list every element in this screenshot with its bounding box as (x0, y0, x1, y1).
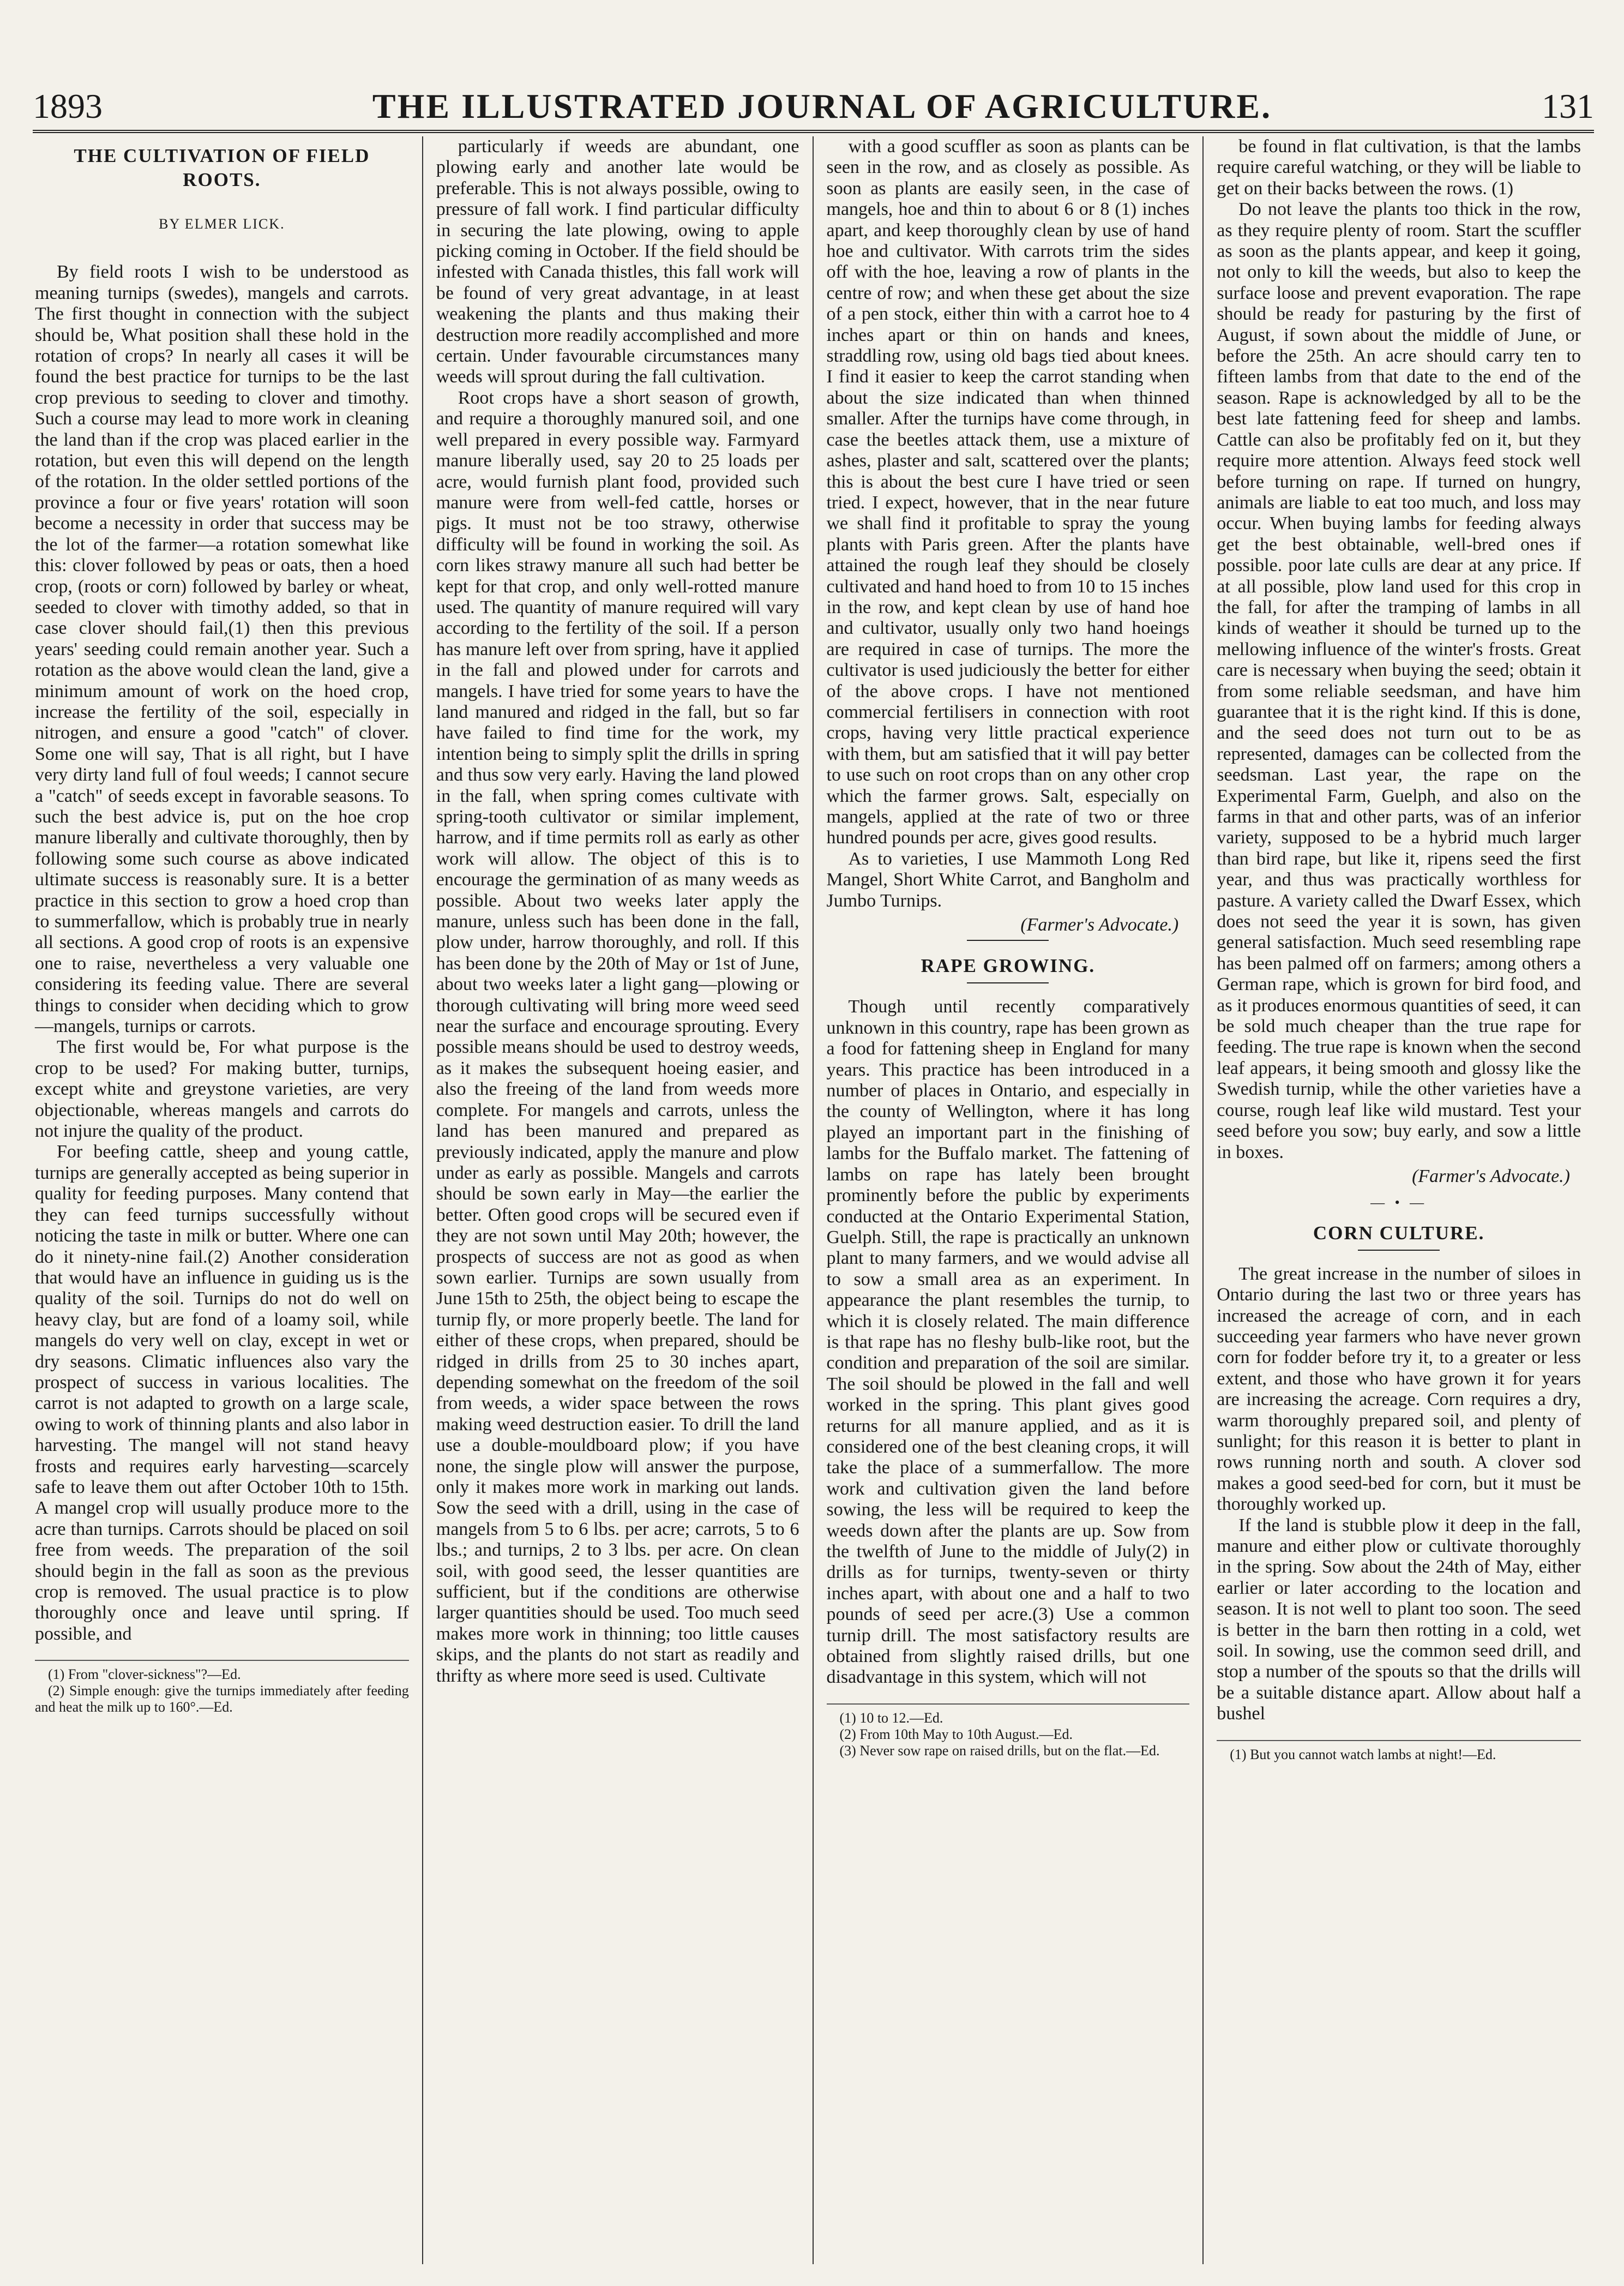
article-source: (Farmer's Advocate.) (1020, 915, 1179, 935)
article-source: (Farmer's Advocate.) (1412, 1166, 1570, 1186)
paragraph: Root crops have a short season of growth, and require a thoroughly manured soil, and one well prepared in every possible way. Farmyard manure liberally used, say 20 to 25 loads per acre, would furnish plant food, provided such manure were from well-fed cattle, horses or pigs. It must not be too strawy, otherwise difficulty will be found in working the soil. As corn likes strawy manure all such had better be kept for that crop, and only well-rotted manure used. The quantity of manure required will vary according to the fertility of the soil. If a person has manure left over from spring, have it applied in the fall and plowed under for carrots and mangels. I have tried for some years to have the land manured and ridged in the fall, but so far have failed to find time for the work, my intention being to simply split the drills in spring and thus sow very early. Having the land plowed in the fall, when spring comes cultivate with spring-tooth cultivator or similar implement, harrow, and if time permits roll as early as other work will allow. The object of this is to encourage the germination of as many weeds as possible. About two weeks later apply the manure, unless such has been done in the fall, plow under, harrow thoroughly, and roll. If this has been done by the 20th of May or 1st of June, about two weeks later a light gang—plowing or thorough cultivating will bring more weed seed near the surface and encourage sprouting. Every possible means should be used to destroy weeds, as it makes the subsequent hoeing easier, and also the freeing of the land from weeds more complete. For mangels and carrots, unless the land has been manured and prepared as previously indicated, apply the manure and plow under as early as possible. Mangels and carrots should be sown early in May—the earlier the better. Often good crops will be secured even if they are not sown until May 20th; however, the prospects of success are not as good as when sown earlier. Turnips are sown usually from June 15th to 25th, the object being to escape the turnip fly, or more properly beetle. The land for either of these crops, when prepared, should be ridged in drills from 25 to 30 inches apart, depending somewhat on the freedom of the soil from weeds, a wider space between the rows making weed destruction easier. To drill the land use a double-mouldboard plow; if you have none, the single plow will answer the purpose, only it makes more work in marking out lands. Sow the seed with a drill, using in the case of mangels from 5 to 6 lbs. per acre; carrots, 5 to 6 lbs.; and turnips, 2 to 3 lbs. per acre. On clean soil, with good seed, the lesser quantities are sufficient, but if the conditions are otherwise larger quantities should be used. Too much seed makes more work in thinning; too little causes skips, and the plants do not start as readily and thrifty as where more seed is used. Cultivate (436, 387, 799, 1686)
ornament-divider: — • — (1370, 1195, 1428, 1211)
paragraph: with a good scuffler as soon as plants can be seen in the row, and as closely as possible. As soon as plants are easily seen, in the case of mangels, hoe and thin to about 6 or 8 (1) inches apart, and keep thoroughly clean by use of hand hoe and cultivator. With carrots trim the sides off with the hoe, leaving a row of plants in the centre of row; and when these get about the size of a pen stock, either thin with a carrot hoe to 4 inches apart or thin on hands and knees, straddling row, using old bags tied about knees. I find it easier to keep the carrot standing when about the size indicated than when thinned smaller. After the turnips have come through, in case the beetles attack them, use a mixture of ashes, plaster and salt, scattered over the plants; this is about the best cure I have tried or seen tried. I expect, however, that in the near future we shall find it profitable to spray the young plants with Paris green. After the plants have attained the rough leaf they should be closely cultivated and hand hoed to from 10 to 15 inches in the row, and kept clean by use of hand hoe and cultivator, usually only two hand hoeings are required in case of turnips. The more the cultivator is used judiciously the better for either of the above crops. I have not mentioned commercial fertilisers in connection with root crops, having very little practical experience with them, but am satisfied that it will pay better to use such on root crops than on any other crop which the farmer grows. Salt, especially on mangels, applied at the rate of two or three hundred pounds per acre, gives good results. (826, 136, 1190, 848)
footnote: (2) From 10th May to 10th August.—Ed. (839, 1726, 1073, 1742)
divider (1358, 1250, 1440, 1251)
footnotes (827, 1703, 1190, 1759)
page-header (33, 82, 1594, 133)
paragraph: If the land is stubble plow it deep in the fall, manure and either plow or cultivate thoroughly in the spring. Sow about the 24th of May, either earlier or later according to the location and season. It is not well to plant too soon. The seed is better in the barn then rotting in a cold, wet soil. In sowing, use the common seed drill, and stop a number of the spouts so that the drills will be a suitable distance apart. Allow about half a bushel (1217, 1515, 1581, 1724)
text-columns (33, 136, 1594, 2264)
footnotes (1217, 1740, 1581, 1763)
paragraph: Though until recently comparatively unknown in this country, rape has been grown as a food for fattening sheep in England for many years. This practice has been introduced in a number of places in Ontario, and especially in the county of Wellington, where it has long played an important part in the finishing of lambs for the Buffalo market. The fattening of lambs on rape has lately been brought prominently before the public by experiments conducted at the Ontario Experimental Station, Guelph. Still, the rape is practically an unknown plant to many farmers, and we would advise all to sow a small area as an experiment. In appearance the plant resembles the turnip, to which it is closely related. The main difference is that rape has no fleshy bulb-like root, but the condition and preparation of the soil are similar. The soil should be plowed in the fall and well worked in the spring. This plant gives good returns for all manure applied, and as it is considered one of the best cleaning crops, it will take the place of a summerfallow. The more work and cultivation given the land before sowing, the less will be required to keep the weeds down after the plants are up. Sow from the twelfth of June to the middle of July(2) in drills as for turnips, twenty-seven or thirty inches apart, with about one and a half to two pounds of seed per acre.(3) Use a common turnip drill. The most satisfactory results are obtained from slightly raised drills, but one disadvantage in this system, which will not (826, 997, 1190, 1688)
paragraph: For beefing cattle, sheep and young cattle, turnips are generally accepted as being superior in quality for feeding purposes. Many contend that they can feed turnips successfully without noticing the taste in milk or butter. Where one can do it ninety-nine fail.(2) Another consideration that would have an influence in guiding us is the quality of the soil. Turnips do not do well on heavy clay, but are fond of a loamy soil, while mangels do very well on clay, except in wet or dry seasons. Climatic influences also vary the prospect of success in various localities. The carrot is not adapted to growth on a large scale, owing to work of thinning plants and also labor in harvesting. The mangel will not stand heavy frosts and requires early harvesting—scarcely safe to leave them out after October 10th to 15th. A mangel crop will usually produce more to the acre than turnips. Carrots should be placed on soil free from weeds. The preparation of the soil should begin in the fall as soon as the previous crop is removed. The usual practice is to plow thoroughly once and leave until spring. If possible, and (35, 1142, 409, 1644)
footnote: (3) Never sow rape on raised drills, but on the flat.—Ed. (839, 1742, 1160, 1759)
divider (967, 982, 1049, 983)
paragraph: particularly if weeds are abundant, one plowing early and another late would be preferable. This is not always possible, owing to pressure of fall work. I find particular difficulty in securing the late plowing, owing to apple picking coming in October. If the field should be infested with Canada thistles, this fall work will be found of very great advantage, in at least weakening the plants and thus making their destruction more readily accomplished and more certain. Under favourable circumstances many weeds will sprout during the fall cultivation. (436, 136, 799, 387)
footnote: (2) Simple enough: give the turnips immediately after feeding and heat the milk up to 160°.—Ed. (35, 1683, 409, 1715)
column-1 (33, 136, 423, 2264)
header-year: 1893 (33, 87, 103, 125)
footnote: (1) 10 to 12.—Ed. (839, 1709, 943, 1726)
page-number: 131 (1542, 87, 1594, 125)
column-2 (423, 136, 814, 2264)
article-title-corn-culture: CORN CULTURE. (1313, 1222, 1485, 1244)
column-3 (814, 136, 1204, 2264)
journal-title: THE ILLUSTRATED JOURNAL OF AGRICULTURE. (372, 87, 1272, 125)
paragraph: By field roots I wish to be understood as meaning turnips (swedes), mangels and carrots. The first thought in connection with the subject should be, What position shall these hold in the rotation of crops? In nearly all cases it will be found the best practice for turnips to be the last crop previous to seeding to clover and timothy. Such a course may lead to more work in cleaning the land than if the crop was placed earlier in the rotation, but even this will depend on the length of the rotation. In the older settled portions of the province a four or five years' rotation will soon become a necessity in order that success may be the lot of the farmer—a rotation somewhat like this: clover followed by peas or oats, then a hoed crop, (roots or corn) followed by barley or wheat, seeded to clover with timothy added, so that in case clover should fail,(1) then this previous years' seeding could remain another year. Such a rotation as the above would clean the land, give a minimum amount of work on the hoed crop, increase the fertility of the soil, especially in nitrogen, and ensure a good "catch" of clover. Some one will say, That is all right, but I have very dirty land full of foul weeds; I cannot secure a "catch" of seeds except in favorable seasons. To such the best advice is, put on the hoe crop manure liberally and cultivate thoroughly, then by following some such course as above indicated ultimate success is reasonably sure. It is a better practice in this section to grow a hoed crop than to summerfallow, which is probably true in nearly all sections. A good crop of roots is an expensive one to raise, nevertheless a very valuable one considering its feeding value. There are several things to consider when deciding which to grow—mangels, turnips or carrots. (35, 262, 409, 1037)
article-title-rape-growing: RAPE GROWING. (921, 955, 1096, 977)
divider (967, 940, 1049, 941)
paragraph: The first would be, For what purpose is the crop to be used? For making butter, turnips, except white and greystone varieties, are very objectionable, whereas mangels and carrots do not injure the quality of the product. (35, 1037, 409, 1142)
paragraph: The great increase in the number of siloes in Ontario during the last two or three years has increased the acreage of corn, and in each succeeding year farmers who have never grown corn for fodder before try it, to a greater or less extent, and those who have grown it for years are increasing the acreage. Corn requires a dry, warm thoroughly prepared soil, and plenty of sunlight; for this reason it is better to plant in rows running north and south. A clover sod makes a good seed-bed for corn, but it must be thoroughly worked up. (1217, 1263, 1581, 1515)
footnotes (35, 1660, 409, 1715)
column-4 (1204, 136, 1594, 2264)
article-byline: BY ELMER LICK. (159, 216, 285, 232)
paragraph: be found in flat cultivation, is that the lambs require careful watching, or they will be liable to get on their backs between the rows. (1) (1217, 136, 1581, 199)
footnote: (1) From "clover-sickness"?—Ed. (48, 1666, 241, 1683)
footnote: (1) But you cannot watch lambs at night!—Ed. (1230, 1746, 1496, 1762)
paragraph: Do not leave the plants too thick in the row, as they require plenty of room. Start the scuffler as soon as the plants appear, and keep it going, not only to kill the weeds, but also to keep the surface loose and prevent evaporation. The rape should be ready for pasturing by the first of August, if sown about the middle of June, or before the 25th. An acre should carry ten to fifteen lambs from that date to the end of the season. Rape is acknowledged by all to be the best late fattening feed for sheep and lambs. Cattle can also be profitably fed on it, but they require more attention. Always feed stock well before turning on rape. If turned on hungry, animals are liable to eat too much, and loss may occur. When buying lambs for feeding always get the best obtainable, well-bred ones if possible. poor late culls are dear at any price. If at all possible, plow land used for this crop in the fall, for after the tramping of lambs in all kinds of weather it should be turned up to the mellowing influence of the winter's frosts. Great care is necessary when buying the seed; obtain it from some reliable seedsman, and have him guarantee that it is the right kind. If this is done, and the seed does not turn out to be as represented, damages can be collected from the seedsman. Last year, the rape on the Experimental Farm, Guelph, and also on the farms in that and other parts, was of an inferior variety, supposed to be a hybrid much larger than bird rape, but like it, ripens seed the first year, and thus was practically worthless for pasture. A variety called the Dwarf Essex, which does not seed the year it is sown, has given general satisfaction. Much seed resembling rape has been palmed off on farmers; among others a German rape, which is grown for bird food, and as it produces enormous quantities of seed, it can be sold much cheaper than the true rape for feeding. The true rape is known when the second leaf appears, it being smooth and glossy like the Swedish turnip, while the other varieties have a course, rough leaf like wild mustard. Test your seed before you sow; buy early, and sow a little in boxes. (1217, 199, 1581, 1162)
article-title-field-roots: THE CULTIVATION OF FIELD ROOTS. (74, 145, 370, 190)
paragraph: As to varieties, I use Mammoth Long Red Mangel, Short White Carrot, and Bangholm and Jumbo Turnips. (826, 848, 1190, 911)
